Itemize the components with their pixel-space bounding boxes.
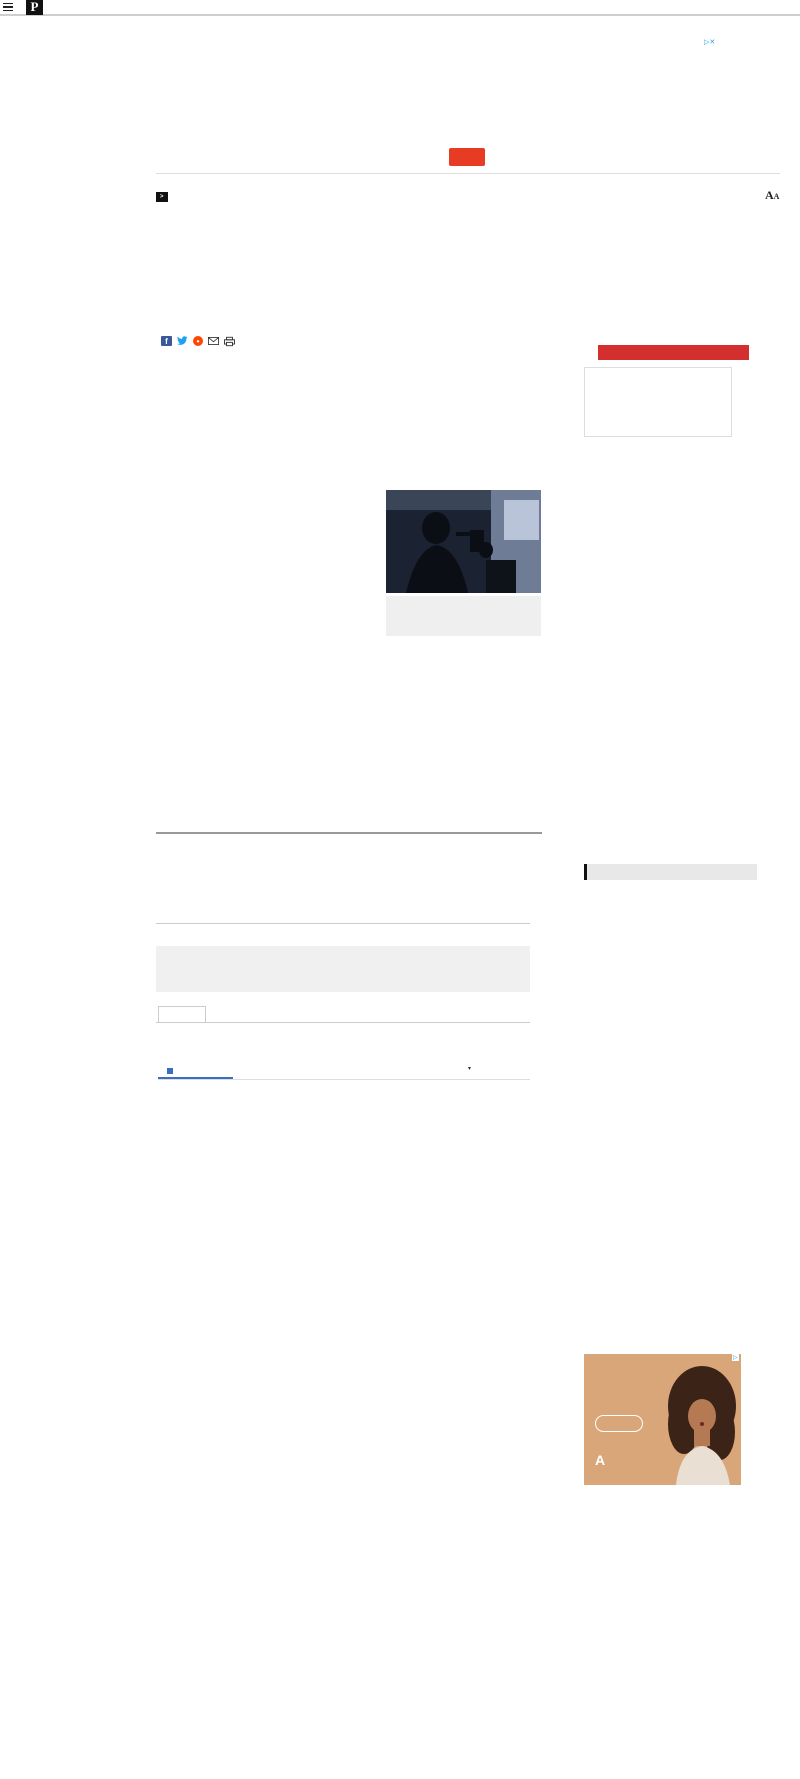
photo-caption <box>386 596 541 636</box>
share-bar <box>156 336 235 346</box>
all-comments-tab[interactable] <box>163 1065 173 1074</box>
viewing-options-dropdown[interactable]: ▾ <box>468 1066 472 1072</box>
adobe-ad[interactable] <box>584 1354 741 1485</box>
print-icon[interactable] <box>224 336 235 346</box>
reddit-icon[interactable]: • <box>193 336 203 346</box>
divider <box>156 923 530 924</box>
ad-choices-icon[interactable]: ▷ <box>733 1355 738 1361</box>
top-nav <box>0 0 800 16</box>
divider <box>156 832 542 834</box>
divider <box>156 173 780 174</box>
font-size-icon[interactable]: AA <box>765 188 780 202</box>
subscribers-notice <box>156 946 530 992</box>
section-tag[interactable]: > <box>156 192 168 202</box>
divider <box>158 1079 530 1080</box>
menu-icon[interactable] <box>0 0 18 15</box>
facebook-icon[interactable]: f <box>161 336 172 346</box>
site-logo[interactable]: P <box>26 0 43 15</box>
tab-comments[interactable] <box>158 1006 206 1023</box>
adobe-logo-icon: A <box>595 1452 606 1468</box>
how-to-send-letter-button[interactable] <box>598 345 749 360</box>
ad-choices-icon[interactable]: ▷✕ <box>704 39 716 46</box>
pactimo-logo[interactable] <box>449 148 485 166</box>
top-ad-banner[interactable] <box>216 38 720 146</box>
twitter-icon[interactable] <box>177 336 188 346</box>
comment-count-badge <box>167 1068 173 1074</box>
join-now-button[interactable] <box>595 1415 643 1432</box>
browse-more-heading <box>584 864 757 880</box>
article-photo[interactable] <box>386 490 541 593</box>
divider <box>156 1022 530 1023</box>
email-icon[interactable] <box>208 336 219 346</box>
maine-voices-box <box>584 367 732 437</box>
